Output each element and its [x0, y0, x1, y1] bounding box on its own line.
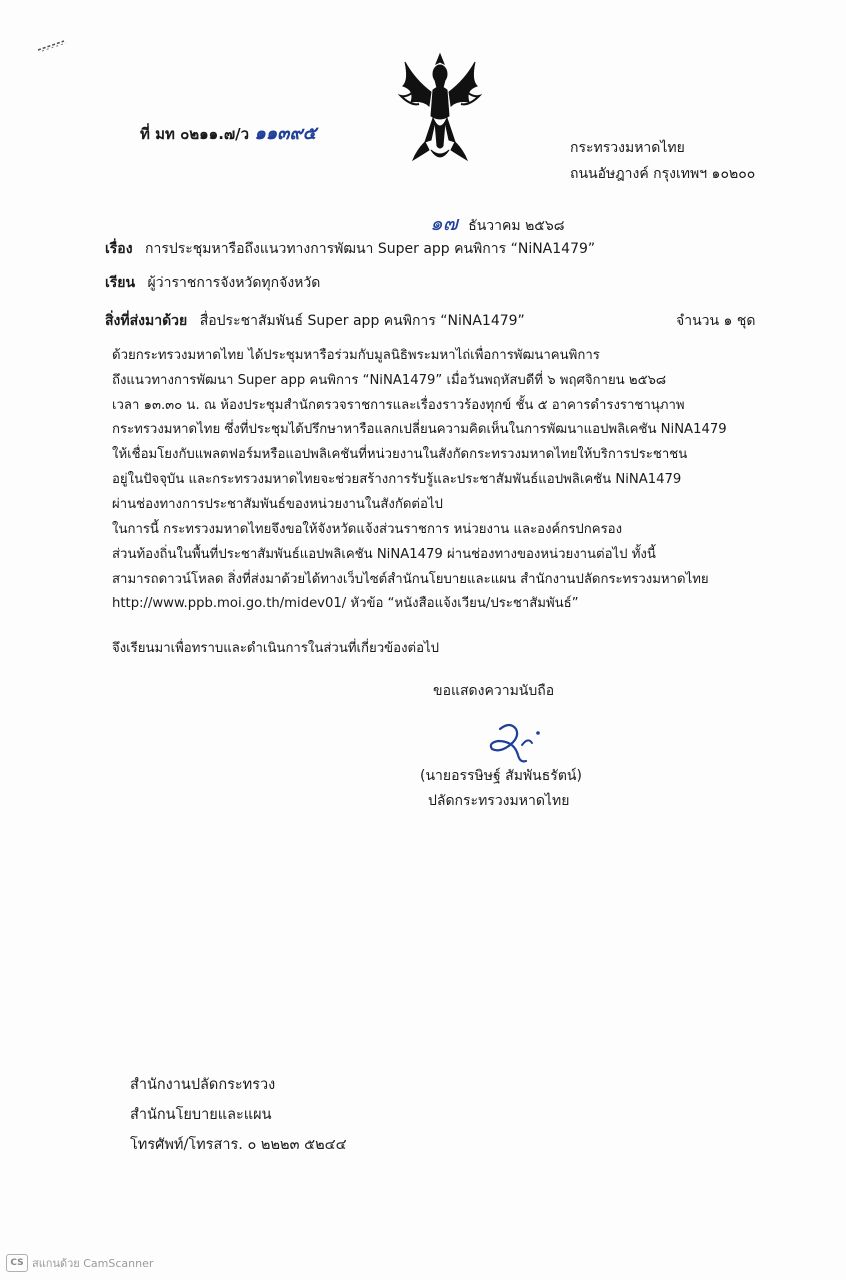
- body-paragraph-3: [112, 637, 764, 662]
- recipient-text: ผู้ว่าราชการจังหวัดทุกจังหวัด: [147, 275, 321, 291]
- camscanner-logo-icon: CS: [6, 1254, 28, 1272]
- body-line: สามารถดาวน์โหลด สิ่งที่ส่งมาด้วยได้ทางเว็บไซต์สำนักนโยบายและแผน สำนักงานปลัดกระทรวงมหาดไทย: [112, 571, 709, 587]
- body-line: http://www.ppb.moi.go.th/midev01/ หัวข้อ “หนังสือแจ้งเวียน/ประชาสัมพันธ์”: [112, 596, 579, 612]
- enclosure-label: สิ่งที่ส่งมาด้วย: [105, 313, 188, 329]
- subject-label: เรื่อง: [105, 241, 133, 257]
- body-line: เวลา ๑๓.๓๐ น. ณ ห้องประชุมสำนักตรวจราชการและเรื่องราวร้องทุกข์ ชั้น ๕ อาคารดำรงราชานุภาพ: [112, 397, 685, 413]
- footer-phone: โทรศัพท์/โทรสาร. ๐ ๒๒๒๓ ๕๒๔๔: [130, 1137, 347, 1153]
- letter-date: [430, 207, 565, 239]
- camscanner-watermark: [6, 1254, 153, 1272]
- watermark-text: สแกนด้วย CamScanner: [32, 1257, 154, 1270]
- enclosure-text: สื่อประชาสัมพันธ์ Super app คนพิการ “NiNA1479”: [199, 313, 525, 329]
- body-line: อยู่ในปัจจุบัน และกระทรวงมหาดไทยจะช่วยสร้างการรับรู้และประชาสัมพันธ์แอปพลิเคชัน NiNA1479: [112, 471, 682, 487]
- subject-line: [105, 238, 595, 260]
- body-line: จึงเรียนมาเพื่อทราบและดำเนินการในส่วนที่เกี่ยวข้องต่อไป: [112, 641, 440, 656]
- body-line: ในการนี้ กระทรวงมหาดไทยจึงขอให้จังหวัดแจ้งส่วนราชการ หน่วยงาน และองค์กรปกครอง: [112, 522, 623, 537]
- ministry-name: กระทรวงมหาดไทย: [570, 140, 685, 156]
- enclosure-quantity: จำนวน ๑ ชุด: [676, 313, 756, 329]
- handwritten-signature: [470, 715, 560, 770]
- footer-division: สำนักนโยบายและแผน: [130, 1107, 272, 1123]
- body-paragraph-2: [112, 518, 764, 617]
- date-month-year: ธันวาคม ๒๕๖๘: [468, 218, 565, 234]
- body-line: ส่วนท้องถิ่นในพื้นที่ประชาสัมพันธ์แอปพลิเคชัน NiNA1479 ผ่านช่องทางของหน่วยงานต่อไป ทั้งนี้: [112, 546, 656, 562]
- body-line: ให้เชื่อมโยงกับแพลตฟอร์มหรือแอปพลิเคชันที่หน่วยงานในสังกัดกระทรวงมหาดไทยให้บริการประชาชน: [112, 447, 688, 463]
- body-line: ผ่านช่องทางการประชาสัมพันธ์ของหน่วยงานในสังกัดต่อไป: [112, 496, 443, 512]
- ministry-address: ถนนอัษฎางค์ กรุงเทพฯ ๑๐๒๐๐: [570, 166, 756, 182]
- scan-smudge-mark: [36, 38, 68, 52]
- body-line: กระทรวงมหาดไทย ซึ่งที่ประชุมได้ปรึกษาหารือแลกเปลี่ยนความคิดเห็นในการพัฒนาแอปพลิเคชัน NiNA1479: [112, 422, 727, 438]
- date-day-handwritten: ๑๗: [430, 211, 458, 235]
- signer-title: ปลัดกระทรวงมหาดไทย: [428, 793, 570, 809]
- garuda-emblem-icon: [395, 50, 485, 168]
- document-number: [140, 118, 316, 147]
- enclosure-line: [105, 310, 525, 332]
- recipient-label: เรียน: [105, 275, 136, 291]
- document-number-handwritten: ๑๑๓๙๕: [254, 123, 317, 144]
- recipient-line: [105, 272, 320, 294]
- subject-text: การประชุมหารือถึงแนวทางการพัฒนา Super app คนพิการ “NiNA1479”: [145, 241, 596, 257]
- signer-name: (นายอรรษิษฐ์ สัมพันธรัตน์): [420, 768, 582, 784]
- body-paragraph-1: [112, 344, 764, 518]
- body-line: ด้วยกระทรวงมหาดไทย ได้ประชุมหารือร่วมกับมูลนิธิพระมหาไถ่เพื่อการพัฒนาคนพิการ: [112, 348, 600, 363]
- body-line: ถึงแนวทางการพัฒนา Super app คนพิการ “NiNA1479” เมื่อวันพฤหัสบดีที่ ๖ พฤศจิกายน ๒๕๖๘: [112, 372, 667, 388]
- closing-salutation: ขอแสดงความนับถือ: [433, 683, 555, 699]
- footer-office: สำนักงานปลัดกระทรวง: [130, 1077, 276, 1093]
- document-number-label: ที่ มท ๐๒๑๑.๗/ว: [140, 125, 250, 143]
